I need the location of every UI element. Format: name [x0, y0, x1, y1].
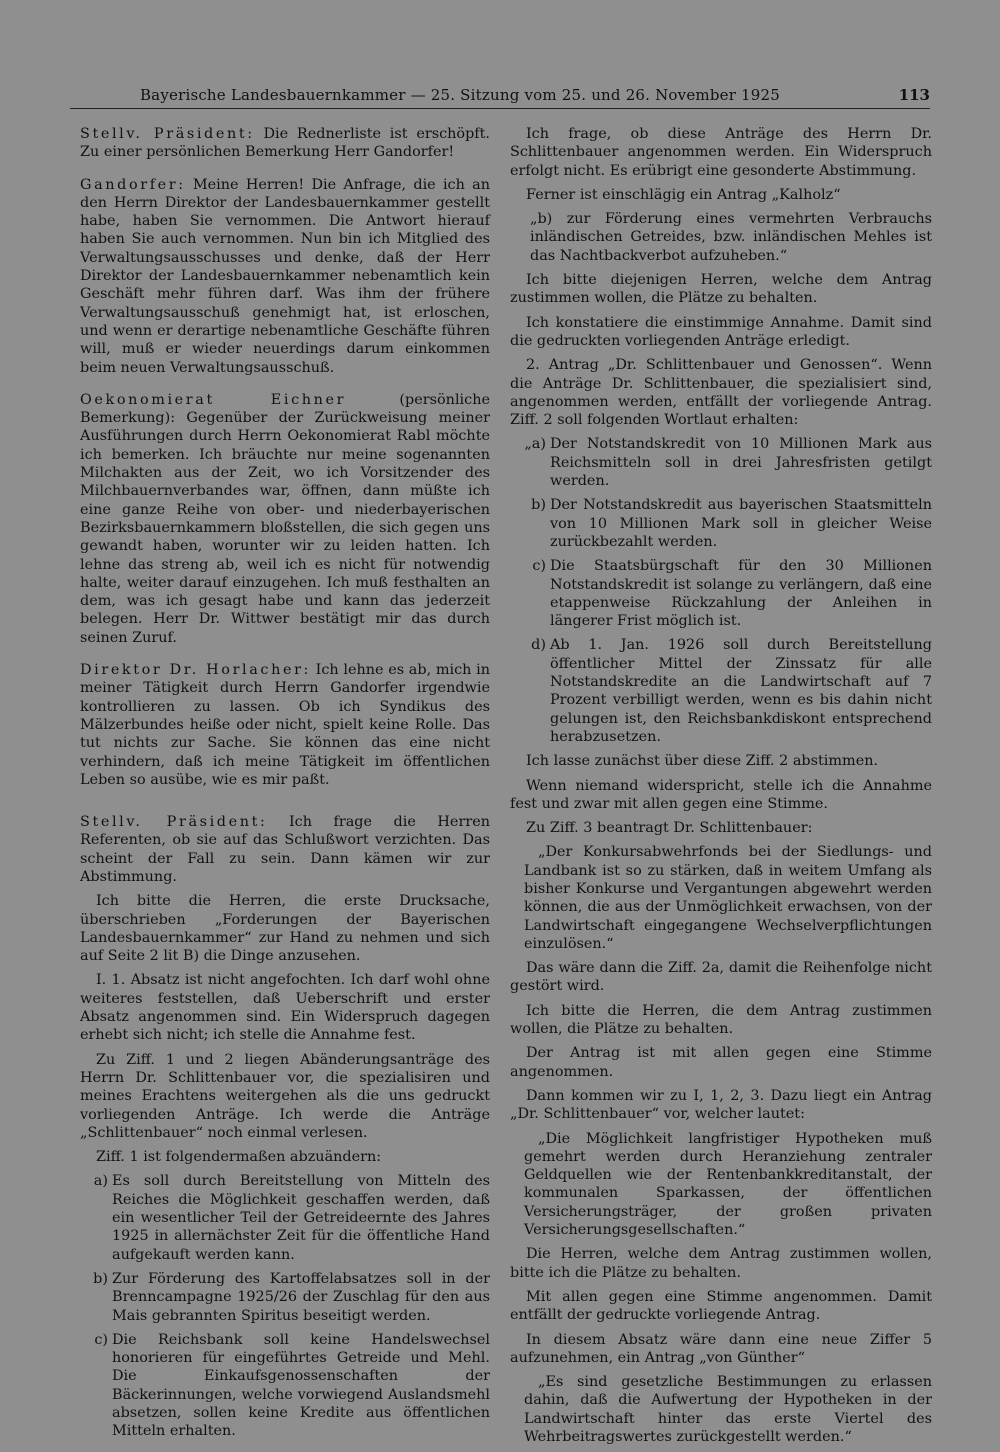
item-text: Die Staatsbürgschaft für den 30 Millionen Notstandskredit ist solange zu verlängern, daß eine etappenweise Rückzahlung der Anleihen in längerer Frist möglich ist. — [550, 558, 932, 630]
list-item — [510, 435, 932, 490]
quoted-motion: „Es sind gesetzliche Bestimmungen zu erlassen dahin, daß die Aufwertung der Hypotheken in der Landwirtschaft hinter das erste Viertel des Wehrbeitragswertes zurückgestellt werden.“ — [524, 1374, 932, 1445]
paragraph — [80, 125, 490, 162]
speaker-name: Direktor Dr. Horlacher: — [80, 662, 311, 679]
list-item — [510, 496, 932, 551]
paragraph: 2. Antrag „Dr. Schlittenbauer und Genossen“. Wenn die Anträge Dr. Schlittenbauer, die spezialisiert sind, angenommen werden, entfällt der vorliegende Antrag. Ziff. 2 soll folgenden Wortlaut erhalten: — [510, 357, 932, 429]
item-text: Zur Förderung des Kartoffelabsatzes soll in der Brenncampagne 1925/26 der Zuschlag für den aus Mais gebrannten Spiritus beseitigt werden. — [112, 1270, 490, 1324]
paragraph — [80, 661, 490, 789]
paragraph: I. 1. Absatz ist nicht angefochten. Ich darf wohl ohne weiteres feststellen, daß Ueberschrift und erster Absatz angenommen sind. Ein Widerspruch dagegen erhebt sich nicht; ich stelle die Annahme fest. — [80, 972, 490, 1044]
paragraph: Dann kommen wir zu I, 1, 2, 3. Dazu liegt ein Antrag „Dr. Schlittenbauer“ vor, welcher lautet: — [510, 1087, 932, 1123]
right-column — [510, 125, 932, 1452]
page-number: 113 — [898, 86, 930, 104]
item-text: Es soll durch Bereitstellung von Mitteln des Reiches die Möglichkeit geschaffen werden, daß ein wesentlicher Teil der Getreideernte des Jahres 1925 in allernächster Zeit für die öffentliche Hand aufgekauft werden kann. — [112, 1173, 490, 1263]
paragraph — [80, 176, 490, 377]
running-header — [70, 84, 930, 109]
paragraph: Der Antrag ist mit allen gegen eine Stimme angenommen. — [510, 1045, 932, 1080]
paragraph: Mit allen gegen eine Stimme angenommen. Damit entfällt der gedruckte vorliegende Antrag. — [510, 1288, 932, 1324]
list-item — [510, 557, 932, 630]
item-text: Die Reichsbank soll keine Handelswechsel honorieren für eingeführtes Getreide und Mehl. Die Einkaufsgenossenschaften der Bäckerinnungen, welche vorwiegend Auslandsmehl absetzen, sollen keine Kredite aus öffentlichen Mitteln erhalten. — [112, 1331, 490, 1440]
paragraph: Ich bitte die Herren, die dem Antrag zustimmen wollen, die Plätze zu behalten. — [510, 1002, 932, 1038]
list-item — [80, 1172, 490, 1263]
list-item — [80, 1331, 490, 1441]
item-text: Der Notstandskredit aus bayerischen Staatsmitteln von 10 Millionen Mark soll in gleicher Weise zurückbezahlt werden. — [550, 497, 932, 550]
speech-text: Ich lehne es ab, mich in meiner Tätigkeit durch Herrn Gandorfer irgendwie kontrollieren zu lassen. Ob ich Syndikus des Mälzerbundes heiße oder nicht, spielt keine Rolle. Das tut nichts zur Sache. Sie können das eine nicht verhindern, daß ich meine Tätigkeit im öffentlichen Leben so ausübe, wie es mir paßt. — [80, 662, 490, 788]
paragraph: Ich lasse zunächst über diese Ziff. 2 abstimmen. — [526, 753, 879, 770]
paragraph: Wenn niemand widerspricht, stelle ich die Annahme fest und zwar mit allen gegen eine Stimme. — [510, 777, 932, 812]
speech-text: Meine Herren! Die Anfrage, die ich an den Herrn Direktor der Landesbauernkammer gestellt habe, haben Sie vernommen. Die Antwort hierauf haben Sie auch vernommen. Nun bin ich Mitglied des Verwaltungsausschusses und denke, daß der Herr Direktor der Landesbauernkammer nebenamtlich kein Geschäft mehr führen darf. Was ihm der frühere Verwaltungsausschuß genehmigt hat, ist erloschen, und wenn er derartige nebenamtliche Geschäfte führen will, muß er wieder neuerdings darum einkommen beim neuen Verwaltungsausschuß. — [80, 176, 490, 376]
item-label: b) — [531, 497, 546, 514]
paragraph — [80, 391, 490, 647]
item-text: Ab 1. Jan. 1926 soll durch Bereitstellung öffentlicher Mittel der Zinssatz für alle Notstandskredite an die Landwirtschaft auf 7 Prozent verbilligt werden, wenn es bis dahin nicht gelungen ist, den Reichsbankdiskont entsprechend herabzusetzen. — [550, 637, 932, 745]
paragraph: Zu Ziff. 1 und 2 liegen Abänderungsanträge des Herrn Dr. Schlittenbauer vor, die spezialisiren und meines Erachtens weitergehen als die uns gedruckt vorliegenden Anträge. Ich werde die Anträge „Schlittenbauer“ noch einmal verlesen. — [80, 1051, 490, 1141]
speaker-name: Stellv. Präsident: — [80, 814, 268, 831]
list-item — [80, 1270, 490, 1325]
item-label: a) — [93, 1173, 108, 1190]
quoted-motion: „b) zur Förderung eines vermehrten Verbrauchs inländischen Getreides, bzw. inländischen Mehles ist das Nachtbackverbot aufzuheben.“ — [530, 211, 932, 264]
speaker-name: Gandorfer: — [80, 176, 186, 193]
item-label: d) — [531, 637, 546, 654]
speaker-name: Oekonomierat Eichner — [80, 391, 347, 408]
speech-text: (persönliche Bemerkung): Gegenüber der Zurückweisung meiner Ausführungen durch Herrn Oekonomierat Rabl möchte ich bemerken. Ich bräuchte nur meine sogenannten Milchakten aus der Zeit, wo ich Vorsitzender des Milchbauernverbandes war, öffnen, dann müßte ich eine ganze Reihe von ober- und niederbayerischen Bezirksbauernkammern bloßstellen, die sich gegen uns gewandt haben, worunter wir zu leiden hatten. Ich lehne das streng ab, weil ich es nicht für notwendig halte, weiter darauf einzugehen. Ich muß festhalten an dem, was ich gesagt habe und kann das jederzeit belegen. Herr Dr. Wittwer bestätigt mir das durch seinen Zuruf. — [80, 391, 490, 646]
paragraph — [80, 813, 490, 886]
paragraph: Ich frage, ob diese Anträge des Herrn Dr. Schlittenbauer angenommen werden. Ein Widerspruch erfolgt nicht. Es erübrigt eine gesonderte Abstimmung. — [510, 126, 932, 179]
paragraph: Ich bitte die Herren, die erste Drucksache, überschrieben „Forderungen der Bayerischen Landesbauernkammer“ zur Hand zu nehmen und sich auf Seite 2 lit B) die Dinge anzusehen. — [80, 893, 490, 965]
paragraph: Ferner ist einschlägig ein Antrag „Kalholz“ — [526, 186, 841, 203]
item-label: „a) — [524, 436, 546, 453]
paragraph: In diesem Absatz wäre dann eine neue Ziffer 5 aufzunehmen, ein Antrag „von Günther“ — [510, 1331, 932, 1366]
paragraph: Das wäre dann die Ziff. 2a, damit die Reihenfolge nicht gestört wird. — [510, 960, 932, 995]
quoted-motion: „Der Konkursabwehrfonds bei der Siedlungs- und Landbank ist so zu stärken, daß in weitem Umfang als bisher Konkurse und Vergantungen abgewehrt werden können, die aus der Unmöglichkeit erwachsen, von der Landwirtschaft eingegangene Wechselverpflichtungen einzulösen.“ — [524, 844, 932, 952]
speech-text: Ich frage die Herren Referenten, ob sie auf das Schlußwort verzichten. Das scheint der Fall zu sein. Dann kämen wir zur Abstimmung. — [80, 814, 490, 885]
paragraph: Die Herren, welche dem Antrag zustimmen wollen, bitte ich die Plätze zu behalten. — [510, 1246, 932, 1281]
item-label: b) — [93, 1270, 108, 1287]
paragraph: Ich bitte diejenigen Herren, welche dem Antrag zustimmen wollen, die Plätze zu behalten. — [510, 272, 932, 307]
paragraph: Ich konstatiere die einstimmige Annahme. Damit sind die gedruckten vorliegenden Anträge erledigt. — [510, 314, 932, 349]
running-title: Bayerische Landesbauernkammer — 25. Sitzung vom 25. und 26. November 1925 — [139, 86, 781, 104]
paragraph: Ziff. 1 ist folgendermaßen abzuändern: — [96, 1149, 382, 1166]
quoted-motion: „Die Möglichkeit langfristiger Hypotheken muß gemehrt werden durch Heranziehung zentraler Geldquellen wie der Rentenbankkreditanstalt, der kommunalen Sparkassen, der öffentlichen Versicherungsträger, der großen privaten Versicherungsgesellschaften.“ — [524, 1130, 932, 1239]
item-label: c) — [532, 558, 546, 575]
list-item — [510, 636, 932, 746]
paragraph: Zu Ziff. 3 beantragt Dr. Schlittenbauer: — [526, 820, 813, 837]
speaker-name: Stellv. Präsident: — [80, 126, 255, 142]
item-text: Der Notstandskredit von 10 Millionen Mark aus Reichsmitteln soll in drei Jahresfristen getilgt werden. — [550, 436, 932, 490]
item-label: c) — [94, 1331, 108, 1348]
speech-text: Die Rednerliste ist erschöpft. Zu einer persönlichen Bemerkung Herr Gandorfer! — [80, 126, 490, 161]
left-column — [80, 125, 490, 1447]
